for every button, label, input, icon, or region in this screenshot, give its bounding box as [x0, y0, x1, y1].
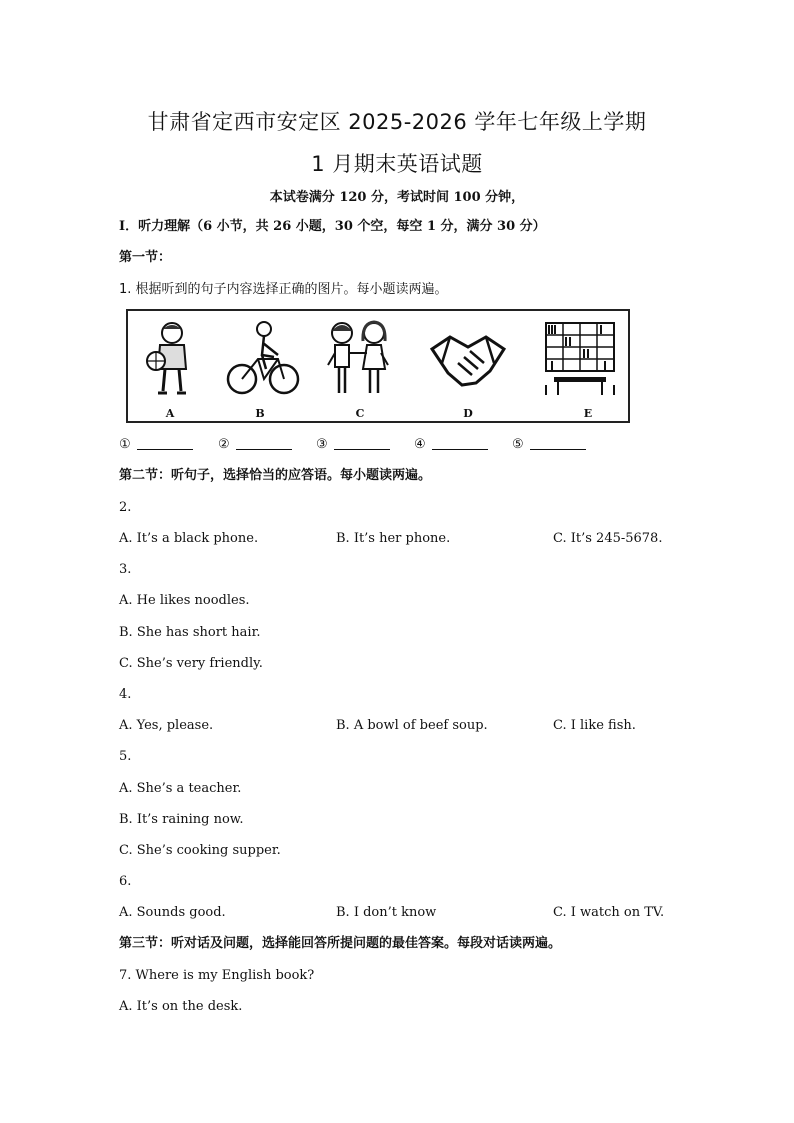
exam-info: 本试卷满分 120 分，考试时间 100 分钟，	[269, 190, 525, 205]
handshake-picture	[428, 319, 508, 399]
picture-label: B	[255, 407, 265, 420]
answer-blank-3[interactable]: ③	[316, 437, 390, 452]
q6-number: 6.	[119, 874, 132, 889]
picture-label: D	[463, 407, 473, 420]
part3-heading: 第三节：听对话及问题，选择能回答所提问题的最佳答案。每段对话读两遍。	[119, 936, 562, 951]
answer-blank-4[interactable]: ④	[414, 437, 488, 452]
answer-blank-1[interactable]: ①	[119, 437, 193, 452]
answer-blank-5[interactable]: ⑤	[512, 437, 586, 452]
q5-option-c[interactable]: C. She’s cooking supper.	[119, 843, 281, 858]
picture-label: C	[355, 407, 365, 420]
picture-label: E	[583, 407, 593, 420]
part1-label: 第一节：	[119, 250, 172, 265]
picture-label: A	[165, 407, 175, 420]
q4-option-b[interactable]: B. A bowl of beef soup.	[336, 718, 488, 733]
q6-option-b[interactable]: B. I don’t know	[336, 905, 437, 920]
q3-option-a[interactable]: A. He likes noodles.	[119, 593, 250, 608]
q3-option-b[interactable]: B. She has short hair.	[119, 625, 261, 640]
q5-number: 5.	[119, 749, 132, 764]
q5-option-b[interactable]: B. It’s raining now.	[119, 812, 244, 827]
q2-option-c[interactable]: C. It’s 245-5678.	[553, 531, 663, 546]
q2-number: 2.	[119, 500, 132, 515]
q1-instruction: 1. 根据听到的句子内容选择正确的图片。每小题读两遍。	[119, 282, 448, 297]
q2-option-b[interactable]: B. It’s her phone.	[336, 531, 451, 546]
q4-option-a[interactable]: A. Yes, please.	[119, 718, 214, 733]
q2-option-a[interactable]: A. It’s a black phone.	[119, 531, 259, 546]
q6-option-a[interactable]: A. Sounds good.	[119, 905, 226, 920]
q6-option-c[interactable]: C. I watch on TV.	[553, 905, 665, 920]
q4-option-c[interactable]: C. I like fish.	[553, 718, 636, 733]
answer-blank-2[interactable]: ②	[218, 437, 292, 452]
q3-option-c[interactable]: C. She’s very friendly.	[119, 656, 263, 671]
children-holding-hands-picture	[318, 319, 398, 399]
library-picture	[540, 319, 620, 399]
cyclist-picture	[222, 319, 302, 399]
title-line-1: 甘肃省定西市安定区 2025-2026 学年七年级上学期	[147, 110, 647, 134]
q7-stem: 7. Where is my English book?	[119, 968, 315, 983]
q7-option-a[interactable]: A. It’s on the desk.	[119, 999, 243, 1014]
boy-basketball-picture	[132, 319, 212, 399]
section-heading: Ⅰ．听力理解（6 小节，共 26 小题，30 个空，每空 1 分，满分 30 分）	[119, 219, 546, 234]
q3-number: 3.	[119, 562, 132, 577]
picture-box	[126, 309, 630, 423]
q4-number: 4.	[119, 687, 132, 702]
part2-heading: 第二节：听句子，选择恰当的应答语。每小题读两遍。	[119, 468, 432, 483]
title-line-2: 1 月期末英语试题	[311, 152, 483, 176]
q5-option-a[interactable]: A. She’s a teacher.	[119, 781, 242, 796]
